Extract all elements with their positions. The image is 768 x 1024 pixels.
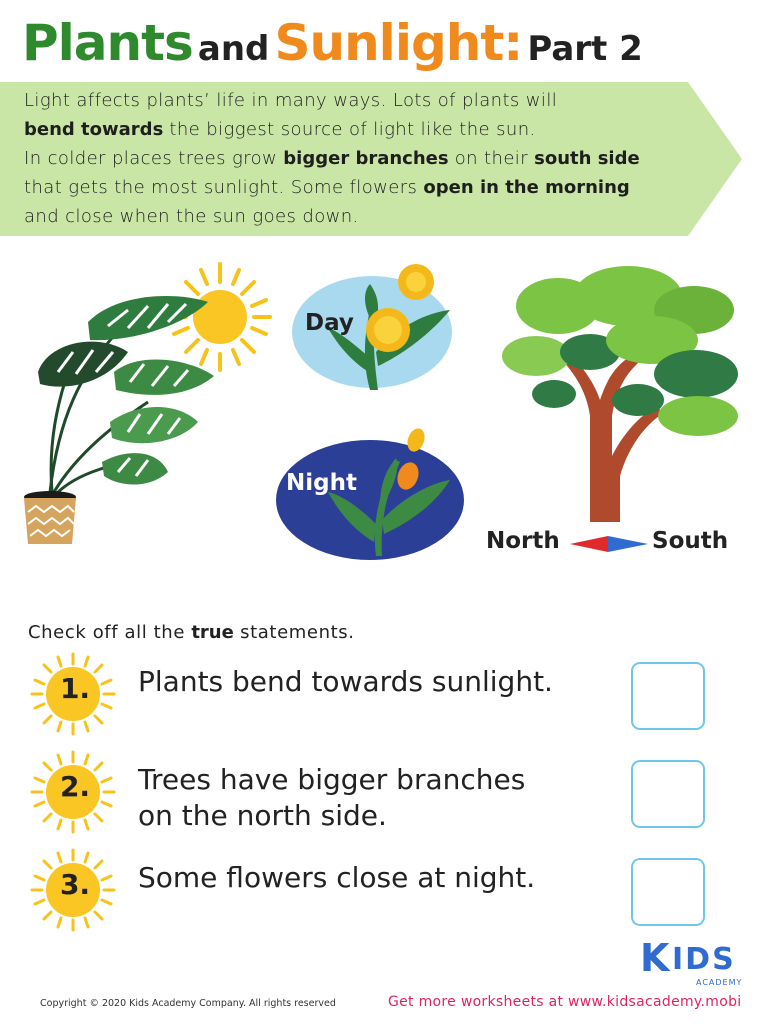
copyright-text: Copyright © 2020 Kids Academy Company. All rights reserved [40,998,336,1009]
checkbox-statement-3[interactable] [631,858,705,926]
logo-academy: ACADEMY [696,978,743,987]
checkbox-statement-2[interactable] [631,760,705,828]
statement-number: 2. [59,770,91,803]
intro-bold-morning: open in the morning [423,177,630,198]
page-title [22,14,762,74]
statement-text [138,762,608,834]
statement-line: Some flowers close at night. [138,861,536,894]
statement-number: 1. [59,672,91,705]
statement-number: 3. [59,868,91,901]
south-label: South [652,528,729,554]
statement-2 [0,752,768,842]
intro-seg: that gets the most sunlight. Some flowers [24,177,424,198]
logo-k: K [640,936,670,980]
statement-line: Trees have bigger branches [138,763,526,796]
statement-line: Plants bend towards sunlight. [138,665,553,698]
instruction-post: statements. [233,622,355,643]
tree-illustration [498,266,742,528]
intro-bold-bend: bend towards [24,119,164,140]
statement-3 [0,850,768,940]
checkbox-statement-1[interactable] [631,662,705,730]
north-label: North [486,528,560,554]
intro-seg: and close when the sun goes down. [24,206,359,227]
instruction-pre: Check off all the [28,622,192,643]
potted-plant-sun-illustration [18,262,280,558]
title-plants: Plants [22,14,193,72]
flower-pot-icon [24,491,76,544]
intro-bold-south: south side [534,148,640,169]
day-label: Day [305,310,354,336]
statement-line: on the north side. [138,799,387,832]
night-label: Night [286,470,357,496]
intro-text [24,86,734,231]
title-part: Part 2 [527,29,643,69]
statement-1 [0,654,768,744]
intro-seg: In colder places trees grow [24,148,284,169]
intro-seg: on their [448,148,535,169]
intro-seg: the biggest source of light like the sun. [163,119,536,140]
statement-text [138,664,608,700]
kids-academy-logo[interactable] [624,936,748,992]
title-sunlight: Sunlight: [274,14,523,72]
intro-bold-branches: bigger branches [283,148,449,169]
intro-seg: Light affects plants’ life in many ways. Lots of plants will [24,90,558,111]
title-and: and [197,29,270,69]
instruction-bold: true [191,622,234,643]
north-south-arrow-icon [570,534,648,554]
logo-ids: IDS [672,942,736,977]
intro-banner [0,82,748,236]
instruction-text [28,622,355,643]
worksheets-link[interactable]: Get more worksheets at www.kidsacademy.mobi [388,994,742,1010]
statement-text [138,860,608,896]
